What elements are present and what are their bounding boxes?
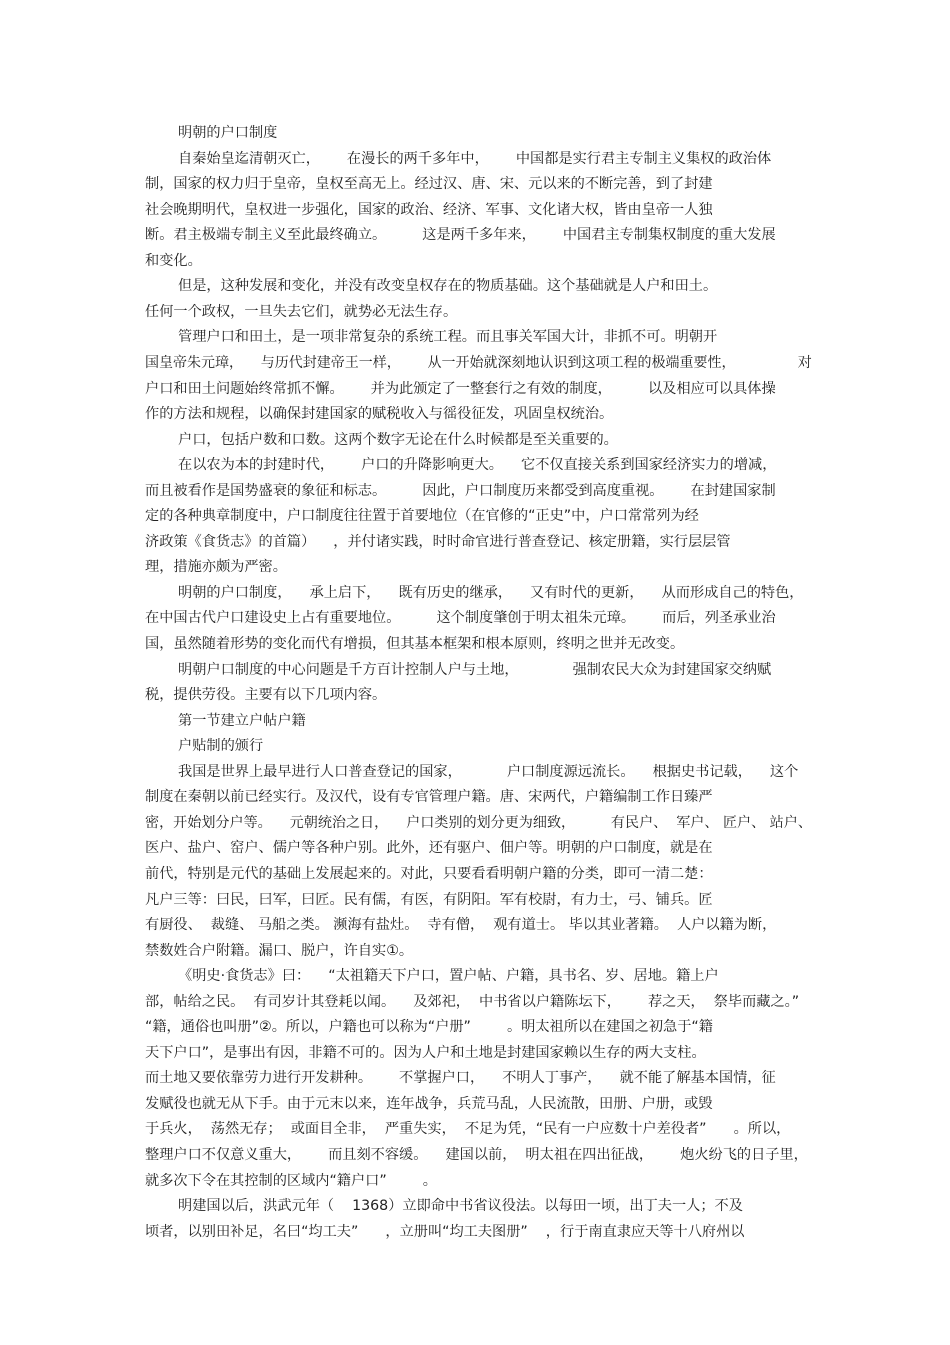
text-line: 于兵火， 荡然无存； 或面目全非， 严重失实， 不足为凭，“民有一户应数十户差役者” 。所以， (145, 1121, 791, 1137)
text-line: 济政策《食货志》的首篇） ，并付诸实践，时时命官进行普查登记、核定册籍，实行层层管 (145, 534, 731, 550)
text-line: 密，开始划分户等。 元朝统治之日， 户口类别的划分更为细致， 有民户、 军户、 匠户、 站户、 (145, 815, 812, 831)
text-line: 禁数姓合户附籍。漏口、脱户，许自实①。 (145, 943, 414, 959)
text-line: 社会晚期明代，皇权进一步强化，国家的政治、经济、军事、文化诸大权，皆由皇帝一人独 (145, 202, 713, 218)
text-line: 作的方法和规程，以确保封建国家的赋税收入与徭役征发，巩固皇权统治。 (145, 406, 614, 422)
text-line: 而土地又要依靠劳力进行开发耕种。 不掌握户口， 不明人丁事产， 就不能了解基本国情，征 (145, 1070, 776, 1086)
text-line: 天下户口”，是事出有因，非籍不可的。因为人户和土地是封建国家赖以生存的两大支柱。 (145, 1045, 706, 1061)
text-line: 医户、盐户、窑户、儒户等各种户别。此外，还有驱户、佃户等。明朝的户口制度，就是在 (145, 840, 713, 856)
text-line: 前代，特别是元代的基础上发展起来的。对此，只要看看明朝户籍的分类，即可一清二楚： (145, 866, 713, 882)
text-line: 顷者，以别田补足，名曰“均工夫” ，立册叫“均工夫图册” ，行于南直隶应天等十八府州以 (145, 1224, 745, 1240)
text-line: 《明史·食货志》曰： “太祖籍天下户口，置户帖、户籍，具书名、岁、居地。籍上户 (178, 968, 719, 984)
text-line: 任何一个政权，一旦失去它们，就势必无法生存。 (145, 304, 458, 320)
text-line: 制度在秦朝以前已经实行。及汉代，设有专官管理户籍。唐、宋两代，户籍编制工作日臻严 (145, 789, 713, 805)
text-line: 户口和田土问题始终常抓不懈。 并为此颁定了一整套行之有效的制度， 以及相应可以具体操 (145, 381, 776, 397)
text-line: 就多次下令在其控制的区域内“籍户口” 。 (145, 1173, 437, 1189)
text-line: “籍，通俗也叫册”②。所以，户籍也可以称为“户册” 。明太祖所以在建国之初急于“籍 (145, 1019, 713, 1035)
text-line: 整理户口不仅意义重大， 而且刻不容缓。 建国以前， 明太祖在四出征战， 炮火纷飞的日子里， (145, 1147, 808, 1163)
text-line: 管理户口和田土，是一项非常复杂的系统工程。而且事关军国大计，非抓不可。明朝开 (178, 329, 718, 345)
text-line: 明朝的户口制度， 承上启下， 既有历史的继承， 又有时代的更新， 从而形成自己的特色， (178, 585, 804, 601)
text-line: 但是，这种发展和变化，并没有改变皇权存在的物质基础。这个基础就是人户和田土。 (178, 278, 718, 294)
text-line: 和变化。 (145, 253, 202, 269)
text-line: 在以农为本的封建时代， 户口的升降影响更大。 它不仅直接关系到国家经济实力的增减， (178, 457, 777, 473)
text-line: 税，提供劳役。主要有以下几项内容。 (145, 687, 387, 703)
text-line: 发赋役也就无从下手。由于元末以来，连年战争，兵荒马乱，人民流散，田册、户册，或毁 (145, 1096, 713, 1112)
text-line: 自秦始皇迄清朝灭亡， 在漫长的两千多年中， 中国都是实行君主专制主义集权的政治体 (178, 151, 772, 167)
document-title: 明朝的户口制度 (178, 125, 278, 141)
text-line: 国，虽然随着形势的变化而代有增损，但其基本框架和根本原则，终明之世并无改变。 (145, 636, 685, 652)
text-line: 在中国古代户口建设史上占有重要地位。 这个制度肇创于明太祖朱元璋。 而后，列圣承业治 (145, 610, 776, 626)
text-line: 凡户三等：曰民，曰军，曰匠。民有儒，有医，有阴阳。军有校尉，有力士，弓、铺兵。匠 (145, 892, 713, 908)
text-line: 部，帖给之民。 有司岁计其登耗以闻。 及郊祀， 中书省以户籍陈坛下， 荐之天， 祭毕而藏之。” (145, 994, 800, 1010)
text-line: 国皇帝朱元璋， 与历代封建帝王一样， 从一开始就深刻地认识到这项工程的极端重要性， 对 (145, 355, 812, 371)
text-line: 有厨役、 裁缝、 马船之类。 濒海有盐灶。 寺有僧， 观有道士。 毕以其业著籍。 人户以籍为断， (145, 917, 777, 933)
text-line: 定的各种典章制度中，户口制度往往置于首要地位（在官修的“正史”中，户口常常列为经 (145, 508, 699, 524)
text-line: 户贴制的颁行 (178, 738, 264, 754)
text-line: 第一节建立户帖户籍 (178, 713, 306, 729)
text-line: 我国是世界上最早进行人口普查登记的国家， 户口制度源远流长。 根据史书记载， 这个 (178, 764, 799, 780)
text-line: 明建国以后，洪武元年（ 1368）立即命中书省议役法。以每田一顷，出丁夫一人；不及 (178, 1198, 743, 1214)
text-line: 制，国家的权力归于皇帝，皇权至高无上。经过汉、唐、宋、元以来的不断完善，到了封建 (145, 176, 713, 192)
text-line: 断。君主极端专制主义至此最终确立。 这是两千多年来， 中国君主专制集权制度的重大发展 (145, 227, 776, 243)
text-line: 明朝户口制度的中心问题是千方百计控制人户与土地， 强制农民大众为封建国家交纳赋 (178, 662, 772, 678)
text-line: 而且被看作是国势盛衰的象征和标志。 因此，户口制度历来都受到高度重视。 在封建国家制 (145, 483, 776, 499)
text-line: 户口，包括户数和口数。这两个数字无论在什么时候都是至关重要的。 (178, 432, 618, 448)
text-line: 理，措施亦颇为严密。 (145, 559, 287, 575)
